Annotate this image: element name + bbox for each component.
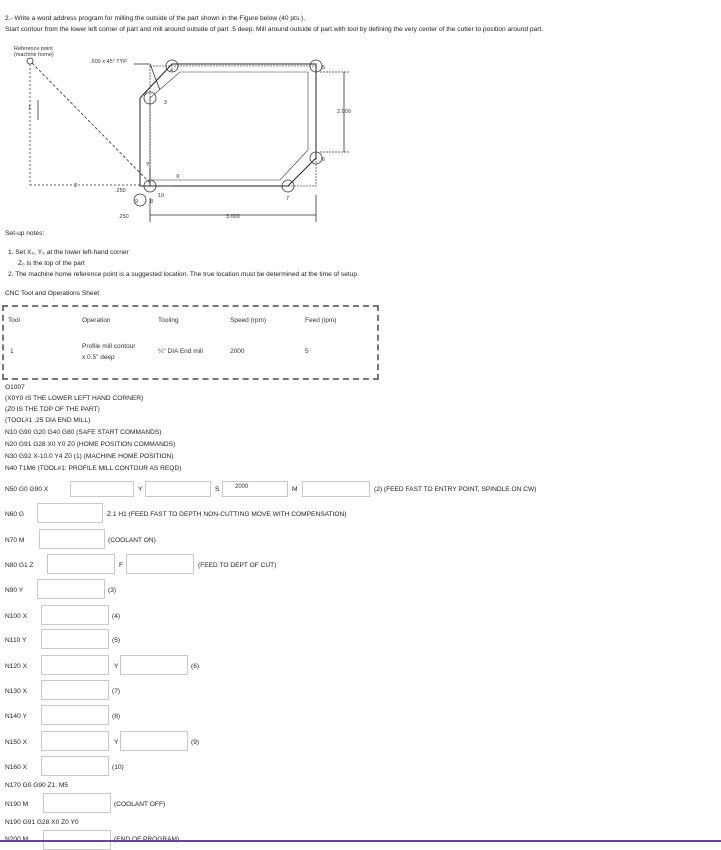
point-1: 1 — [28, 105, 32, 111]
line-n20: N20 G91 G28 X0 Y0 Z0 (HOME POSITION COMMANDS) — [5, 441, 176, 448]
n120-y-input[interactable] — [120, 655, 188, 675]
n100-x-input[interactable] — [41, 605, 109, 625]
n90-comment: (3) — [108, 587, 117, 594]
n150-y-input[interactable] — [120, 731, 188, 751]
chamfer-label: .500 x 45° TYP — [90, 59, 127, 65]
n50-s-input[interactable]: 2000 — [222, 481, 288, 497]
reference-label-2: (machine home) — [14, 52, 54, 58]
cell-operation-2: x 0.5" deep — [82, 354, 115, 361]
n100-comment: (4) — [112, 613, 121, 620]
cell-operation-1: Profile mill contour — [82, 343, 136, 350]
setup-heading: Set-up notes: — [5, 230, 45, 237]
dim-250-a: .250 — [115, 188, 126, 194]
n150-comment: (9) — [191, 739, 200, 746]
cell-tooling: ¼" DIA End mill — [158, 348, 203, 355]
line-n10: N10 G90 G20 G40 G80 (SAFE START COMMANDS) — [5, 429, 162, 436]
point-10: 10 — [158, 193, 165, 199]
program-comment-3: (TOOL#1 .25 DIA END MILL) — [5, 417, 91, 424]
line-n180: N190 M — [5, 801, 29, 808]
line-n100: N100 X — [5, 613, 27, 620]
point-6: 6 — [322, 157, 326, 163]
header-operation: Operation — [82, 317, 111, 324]
n140-comment: (8) — [112, 713, 121, 720]
n130-x-input[interactable] — [41, 680, 109, 700]
line-n190: N190 G91 G28 X0 Z0 Y0 — [5, 819, 79, 826]
n110-y-input[interactable] — [41, 629, 109, 649]
axis-y-label: Y — [146, 162, 150, 168]
n150-x-input[interactable] — [41, 731, 109, 751]
header-tooling: Tooling — [158, 317, 179, 324]
n160-comment: (10) — [112, 764, 124, 771]
question-title: 2.- Write a word address program for milling the outside of the part shown in the Figure below (40 pts.). — [5, 15, 306, 22]
n50-comment: (2) (FEED FAST TO ENTRY POINT, SPINDLE ON CW) — [374, 486, 537, 493]
line-n60: N60 G — [5, 511, 25, 518]
n130-comment: (7) — [112, 688, 121, 695]
n110-comment: (5) — [112, 637, 121, 644]
program-comment-2: (Z0 IS THE TOP OF THE PART) — [5, 406, 100, 413]
line-n50: N50 G0 G90 X — [5, 486, 49, 493]
line-n160: N160 X — [5, 764, 27, 771]
n90-y-input[interactable] — [37, 579, 105, 599]
cell-tool: 1 — [10, 348, 14, 355]
n50-y-label: Y — [138, 486, 143, 493]
line-n40: N40 T1M6 (TOOL#1: PROFILE MILL CONTOUR AS REQD) — [5, 465, 182, 472]
n120-y-label: Y — [114, 663, 119, 670]
n180-m-input[interactable] — [43, 793, 111, 813]
dim-3000: 3.000 — [226, 214, 240, 220]
n120-x-input[interactable] — [41, 655, 109, 675]
point-3: 3 — [164, 100, 168, 106]
line-n110: N110 Y — [5, 637, 27, 644]
cell-feed: 5 — [305, 348, 309, 355]
dim-2000: 2.000 — [337, 109, 351, 115]
n50-x-input[interactable] — [70, 481, 134, 497]
n70-m-input[interactable] — [39, 529, 105, 549]
point-8: 8 — [150, 199, 154, 205]
line-n70: N70 M — [5, 537, 25, 544]
n50-y-input[interactable] — [145, 481, 211, 497]
point-4: 4 — [170, 68, 174, 74]
n60-g-input[interactable] — [37, 503, 103, 523]
n70-comment: (COOLANT ON) — [108, 537, 156, 544]
n80-f-label: F — [119, 562, 124, 569]
line-n80: N80 G1 Z — [5, 562, 34, 569]
line-n30: N30 G92 X-10.0 Y4 Z0 (1) (MACHINE HOME POSITION) — [5, 453, 174, 460]
program-comment-1: (X0Y0 IS THE LOWER LEFT HAND CORNER) — [5, 395, 144, 402]
dim-250-b: .250 — [118, 214, 129, 220]
sheet-heading: CNC Tool and Operations Sheet — [5, 290, 100, 297]
setup-note-1b: Z₀ is the top of the part — [18, 260, 85, 267]
setup-note-2: 2. The machine home reference point is a suggested location. The true location must be determined at the time of setup. — [8, 271, 359, 278]
n120-comment: (6) — [191, 663, 200, 670]
point-7: 7 — [286, 196, 290, 202]
n50-m-label: M — [292, 486, 298, 493]
n180-comment: (COOLANT OFF) — [114, 801, 166, 808]
point-2: 2 — [74, 183, 78, 189]
line-n140: N140 Y — [5, 713, 27, 720]
question-instructions: Start contour from the lower left corner of part and mill around outside of part .5 deep. Mill around outside of part with tool by defining the very center of the cutter to position around part. — [5, 26, 544, 33]
setup-note-1: 1. Set X₀, Y₀ at the lower left-hand corner — [8, 249, 129, 256]
line-n90: N90 Y — [5, 587, 24, 594]
n140-y-input[interactable] — [41, 705, 109, 725]
n60-comment: Z.1 H1 (FEED FAST TO DEPTH NON-CUTTING MOVE WITH COMPENSATION) — [107, 511, 347, 518]
point-5: 5 — [322, 65, 326, 71]
n80-z-input[interactable] — [47, 554, 115, 574]
part-figure — [0, 40, 721, 225]
n80-f-input[interactable] — [126, 554, 194, 574]
line-n130: N130 X — [5, 688, 27, 695]
n80-comment: (FEED TO DEPT OF CUT) — [198, 562, 277, 569]
axis-x-label: X — [176, 174, 180, 180]
n150-y-label: Y — [114, 739, 119, 746]
n50-s-label: S — [215, 486, 220, 493]
n50-m-input[interactable] — [302, 481, 370, 497]
n160-x-input[interactable] — [41, 756, 109, 776]
line-n150: N150 X — [5, 739, 27, 746]
point-9: 9 — [135, 199, 139, 205]
header-speed: Speed (rpm) — [230, 317, 267, 324]
header-feed: Feed (ipm) — [305, 317, 337, 324]
line-n120: N120 X — [5, 663, 27, 670]
line-n170: N170 G0 G90 Z1. M5 — [5, 782, 69, 789]
reference-label: Reference point — [14, 46, 53, 52]
cell-speed: 2000 — [230, 348, 245, 355]
program-number: O1007 — [5, 384, 25, 391]
header-tool: Tool — [8, 317, 20, 324]
